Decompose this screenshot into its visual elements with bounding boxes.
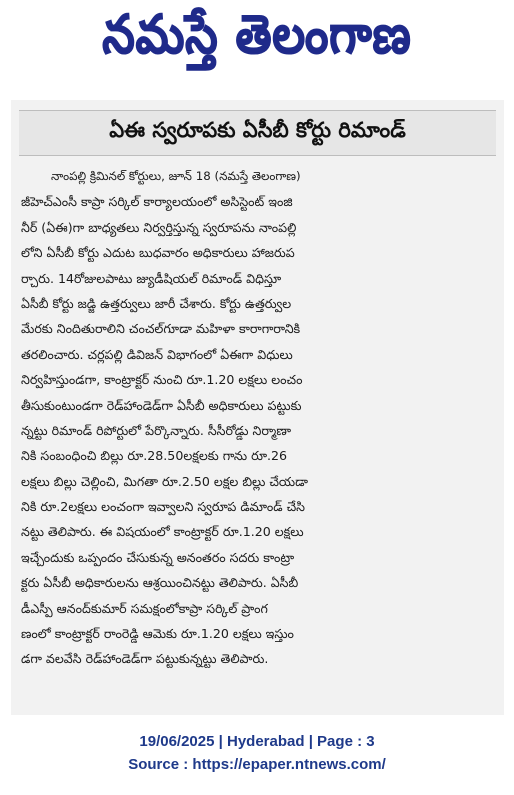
newspaper-masthead bbox=[10, 3, 504, 76]
masthead-title: నమస్తే తెలంగాణ bbox=[102, 3, 412, 66]
article-line: నాంపల్లి క్రిమినల్ కోర్టులు, జూన్ 18 (నమస్తే తెలంగాణ) bbox=[51, 169, 301, 183]
article-line: నీర్ (ఏఈ)గా బాధ్యతలు నిర్వర్తిస్తున్న స్వరూపను నాంపల్లి bbox=[21, 219, 297, 235]
article-line: తీసుకుంటుండగా రెడ్‌హాండెడ్‌గా ఏసీబీ అధికారులు పట్టుకు bbox=[21, 397, 302, 413]
article-line: తరలించారు. చర్లపల్లి డివిజన్ విభాగంలో ఏఈగా విధులు bbox=[21, 346, 293, 362]
article-line: న్నట్టు రిమాండ్ రిపోర్టులో పేర్కొన్నారు. సీసీరోడ్డు నిర్మాణా bbox=[21, 422, 291, 438]
article-line: నికి సంబంధించి బిల్లు రూ.28.50లక్షలకు గాను రూ.26 bbox=[21, 448, 288, 464]
article-body bbox=[21, 164, 494, 672]
news-clipping bbox=[11, 100, 504, 715]
article-headline: ఏఈ స్వరూపకు ఏసీబీ కోర్టు రిమాండ్ bbox=[109, 118, 406, 142]
publication-info: 19/06/2025 | Hyderabad | Page : 3 bbox=[139, 733, 375, 750]
article-line: ఇచ్చేందుకు ఒప్పందం చేసుకున్న అనంతరం సదరు కాంట్రా bbox=[21, 549, 295, 565]
article-line: లోని ఏసీబీ కోర్టు ఎదుట బుధవారం అధికారులు హాజరుప bbox=[21, 245, 295, 261]
article-line: నికి రూ.2లక్షలు లంచంగా ఇవ్వాలని స్వరూప డిమాండ్ చేసి bbox=[21, 499, 305, 515]
article-line: క్టరు ఏసీబీ అధికారులను ఆశ్రయించినట్టు తెలిపారు. ఏసీబీ bbox=[21, 575, 299, 591]
article-line: లక్షలు బిల్లు చెల్లించి, మిగతా రూ.2.50 లక్షల బిల్లు చేయడా bbox=[21, 473, 308, 489]
article-line: జీహెచ్ఎంసీ కాప్రా సర్కిల్ కార్యాలయంలో అసిస్టెంట్ ఇంజి bbox=[21, 194, 293, 210]
article-line: డీఎస్పీ ఆనంద్‌కుమార్ సమక్షంలోకాప్రా సర్కిల్ ప్రాంగ bbox=[21, 600, 268, 616]
article-line: ఏసీబీ కోర్టు జడ్జి ఉత్తర్వులు జారీ చేశారు. కోర్టు ఉత్తర్వుల bbox=[21, 295, 292, 311]
headline-box bbox=[19, 110, 496, 156]
article-line: నట్టు తెలిపారు. ఈ విషయంలో కాంట్రాక్టర్ రూ.1.20 లక్షలు bbox=[21, 524, 304, 540]
article-line: డగా వలవేసి రెడ్‌హాండెడ్‌గా పట్టుకున్నట్టు తెలిపారు. bbox=[21, 651, 269, 667]
article-line: నిర్వహిస్తుండగా, కాంట్రాక్టర్ నుంచి రూ.1.20 లక్షలు లంచం bbox=[21, 372, 303, 388]
source-link[interactable]: Source : https://epaper.ntnews.com/ bbox=[128, 756, 386, 773]
article-line: ణంలో కాంట్రాక్టర్ రాంరెడ్డి ఆమెకు రూ.1.20 లక్షలు ఇస్తుం bbox=[21, 626, 294, 642]
article-line: మేరకు నిందితురాలిని చంచల్‌గూడా మహిళా కారాగారానికి bbox=[21, 321, 301, 337]
article-line: ర్చారు. 14రోజులపాటు జ్యుడీషియల్ రిమాండ్ విధిస్తూ bbox=[21, 270, 282, 286]
